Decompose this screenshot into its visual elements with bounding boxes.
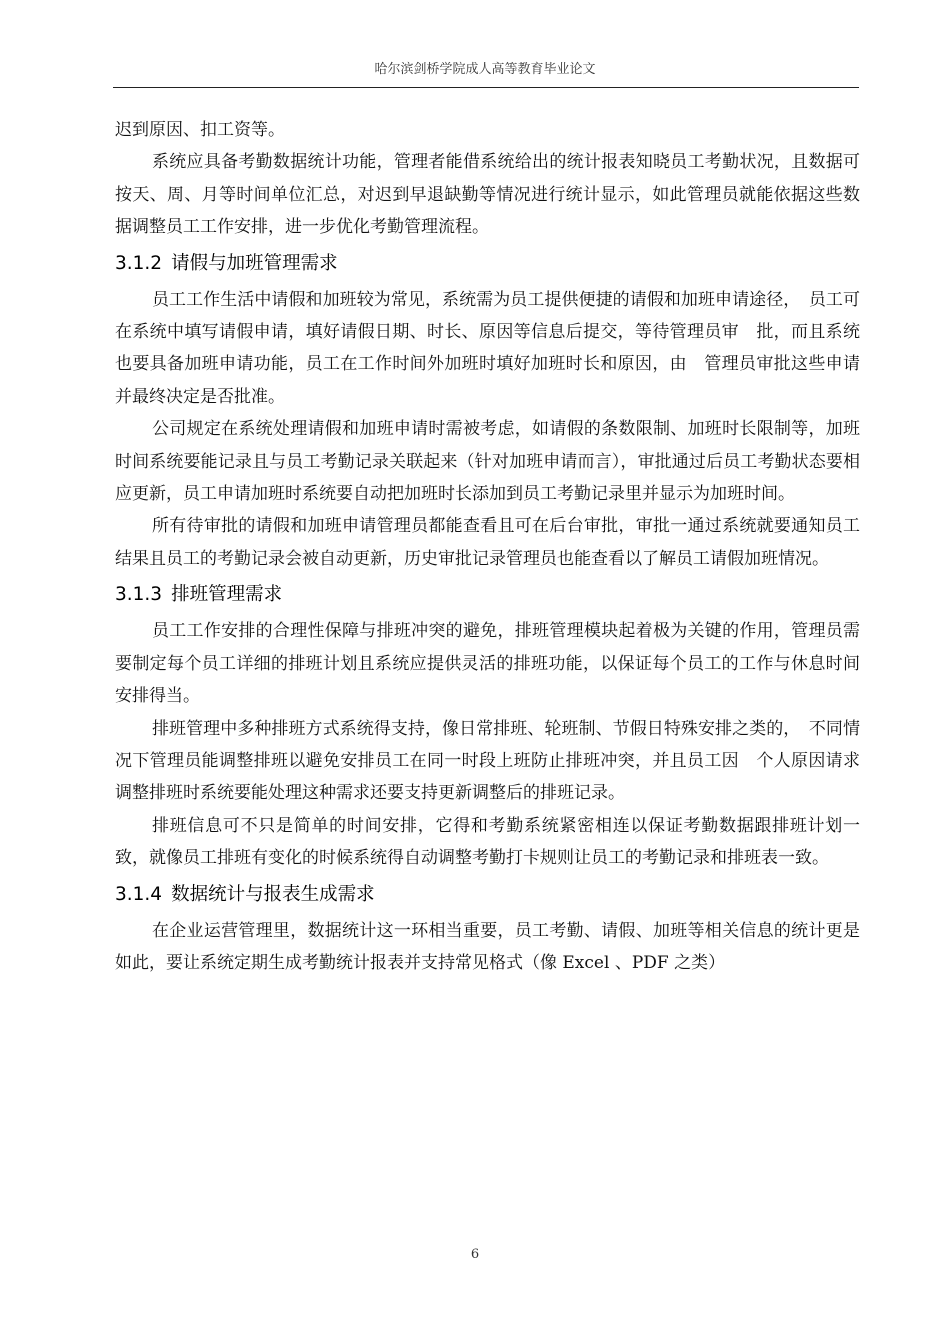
section-number: 3.1.2 — [115, 252, 163, 274]
paragraph: 排班信息可不只是简单的时间安排，它得和考勤系统紧密相连以保证考勤数据跟排班计划一致，就像员工排班有变化的时候系统得自动调整考勤打卡规则让员工的考勤记录和排班表一致。 — [115, 815, 860, 869]
paragraph: 公司规定在系统处理请假和加班申请时需被考虑，如请假的条数限制、加班时长限制等，加班时间系统要能记录且与员工考勤记录关联起来（针对加班申请而言），审批通过后员工考勤状态要相应更新，员工申请加班时系统要自动把加班时长添加到员工考勤记录里并显示为加班时间。 — [115, 419, 860, 505]
section-number: 3.1.3 — [115, 584, 163, 606]
section-title: 数据统计与报表生成需求 — [171, 883, 375, 905]
paragraph: 在企业运营管理里，数据统计这一环相当重要，员工考勤、请假、加班等相关信息的统计更是如此，要让系统定期生成考勤统计报表并支持常见格式（像 Excel 、PDF 之类） — [115, 920, 860, 973]
paragraph: 所有待审批的请假和加班申请管理员都能查看且可在后台审批，审批一通过系统就要通知员工结果且员工的考勤记录会被自动更新，历史审批记录管理员也能查看以了解员工请假加班情况。 — [115, 516, 860, 569]
paragraph: 迟到原因、扣工资等。 — [115, 120, 285, 140]
header-divider — [113, 87, 859, 88]
section-title: 排班管理需求 — [171, 584, 283, 606]
section-heading — [115, 579, 860, 611]
section-number: 3.1.4 — [115, 883, 163, 905]
section-heading — [115, 248, 860, 280]
paragraph: 员工工作安排的合理性保障与排班冲突的避免，排班管理模块起着极为关键的作用，管理员需要制定每个员工详细的排班计划且系统应提供灵活的排班功能，以保证每个员工的工作与休息时间安排得当。 — [115, 621, 860, 707]
paragraph: 系统应具备考勤数据统计功能，管理者能借系统给出的统计报表知晓员工考勤状况，且数据可按天、周、月等时间单位汇总，对迟到早退缺勤等情况进行统计显示，如此管理员就能依据这些数据调整员工工作安排，进一步优化考勤管理流程。 — [115, 152, 860, 238]
running-header: 哈尔滨剑桥学院成人高等教育毕业论文 — [374, 62, 596, 77]
paragraph: 排班管理中多种排班方式系统得支持，像日常排班、轮班制、节假日特殊安排之类的， 不同情况下管理员能调整排班以避免安排员工在同一时段上班防止排班冲突，并且员工因 个人原因请求调整排班时系统要能处理这种需求还要支持更新调整后的排班记录。 — [115, 718, 860, 804]
page-number: 6 — [470, 1247, 480, 1262]
section-heading — [115, 879, 860, 911]
page-body — [115, 114, 860, 979]
section-title: 请假与加班管理需求 — [171, 252, 338, 274]
paragraph: 员工工作生活中请假和加班较为常见，系统需为员工提供便捷的请假和加班申请途径， 员工可在系统中填写请假申请，填好请假日期、时长、原因等信息后提交，等待管理员审 批，而且系统也要具备加班申请功能，员工在工作时间外加班时填好加班时长和原因，由 管理员审批这些申请并最终决定是否批准。 — [115, 289, 860, 407]
